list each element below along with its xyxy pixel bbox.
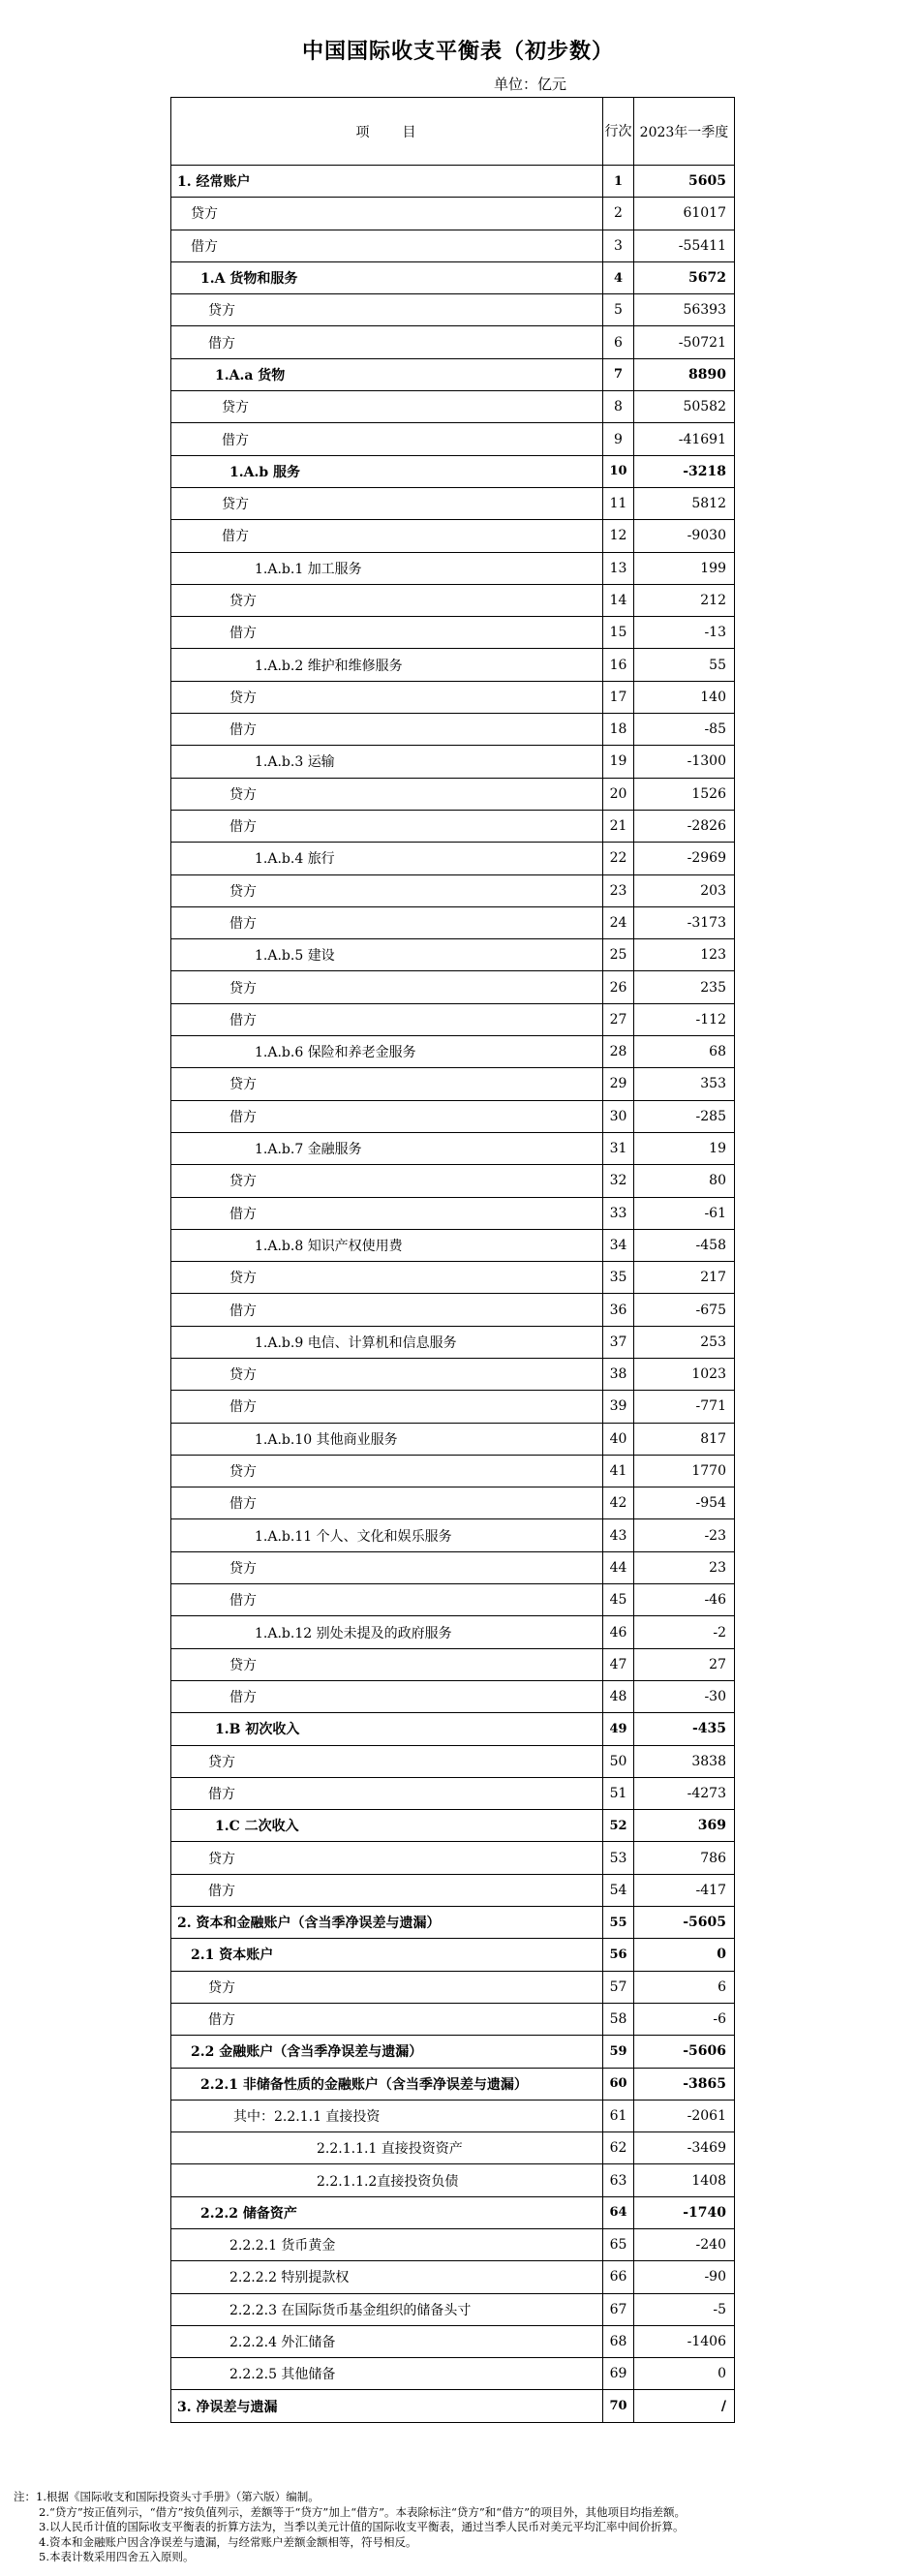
row-line-number: 48 (603, 1680, 634, 1712)
row-label: 贷方 (171, 1165, 603, 1197)
row-line-number: 2 (603, 198, 634, 230)
row-line-number: 37 (603, 1326, 634, 1358)
row-value: 235 (634, 971, 735, 1003)
row-line-number: 1 (603, 166, 634, 198)
row-value: 56393 (634, 294, 735, 326)
row-label: 借方 (171, 423, 603, 455)
row-label: 1.A 货物和服务 (171, 261, 603, 293)
row-label: 2.2.1.1.1 直接投资资产 (171, 2132, 603, 2164)
row-line-number: 45 (603, 1584, 634, 1616)
table-row (171, 1165, 735, 1197)
row-line-number: 11 (603, 487, 634, 519)
row-value: -5606 (634, 2036, 735, 2068)
table-row (171, 1616, 735, 1648)
row-line-number: 49 (603, 1713, 634, 1745)
row-value: 140 (634, 681, 735, 713)
row-line-number: 47 (603, 1648, 634, 1680)
row-value: 80 (634, 1165, 735, 1197)
row-label: 贷方 (171, 1842, 603, 1874)
row-value: -3865 (634, 2068, 735, 2100)
footnote-line: 4.资本和金融账户因含净误差与遗漏，与经常账户差额金额相等，符号相反。 (39, 2534, 417, 2549)
footnote-line: 2.“贷方”按正值列示，“借方”按负值列示，差额等于“贷方”加上“借方”。本表除标注“贷方”和“借方”的项目外，其他项目均指差额。 (39, 2504, 687, 2519)
table-row (171, 1003, 735, 1035)
row-value: -50721 (634, 326, 735, 358)
row-label: 贷方 (171, 391, 603, 423)
row-label: 1.A.b.12 别处未提及的政府服务 (171, 1616, 603, 1648)
row-label: 借方 (171, 617, 603, 649)
row-label: 借方 (171, 2003, 603, 2035)
table-row (171, 746, 735, 778)
row-value: 203 (634, 874, 735, 906)
row-label: 1.A.b.6 保险和养老金服务 (171, 1036, 603, 1068)
row-line-number: 12 (603, 520, 634, 552)
row-line-number: 41 (603, 1455, 634, 1487)
table-row (171, 617, 735, 649)
row-value: -435 (634, 1713, 735, 1745)
table-row (171, 1036, 735, 1068)
table-row (171, 2293, 735, 2325)
row-label: 1.A.b.10 其他商业服务 (171, 1423, 603, 1455)
row-line-number: 26 (603, 971, 634, 1003)
table-row (171, 358, 735, 390)
row-line-number: 51 (603, 1777, 634, 1809)
row-value: -90 (634, 2261, 735, 2293)
row-line-number: 15 (603, 617, 634, 649)
bop-table (170, 97, 735, 2423)
row-label: 借方 (171, 1874, 603, 1906)
table-row (171, 1132, 735, 1164)
table-row (171, 1874, 735, 1906)
row-label: 贷方 (171, 778, 603, 810)
row-value: -6 (634, 2003, 735, 2035)
table-row (171, 2261, 735, 2293)
table-row (171, 681, 735, 713)
row-label: 贷方 (171, 1745, 603, 1777)
row-label: 1.A.b 服务 (171, 455, 603, 487)
row-value: 5672 (634, 261, 735, 293)
row-line-number: 58 (603, 2003, 634, 2035)
table-row (171, 1745, 735, 1777)
table-row (171, 294, 735, 326)
table-row (171, 1262, 735, 1294)
row-value: 0 (634, 1939, 735, 1971)
row-line-number: 38 (603, 1358, 634, 1390)
row-line-number: 44 (603, 1551, 634, 1583)
row-line-number: 56 (603, 1939, 634, 1971)
row-label: 1.A.b.2 维护和维修服务 (171, 649, 603, 681)
table-row (171, 326, 735, 358)
row-label: 贷方 (171, 971, 603, 1003)
row-label: 借方 (171, 1487, 603, 1519)
table-row (171, 649, 735, 681)
table-row (171, 1391, 735, 1423)
row-label: 2.2.1 非储备性质的金融账户（含当季净误差与遗漏） (171, 2068, 603, 2100)
row-label: 2.2.2.3 在国际货币基金组织的储备头寸 (171, 2293, 603, 2325)
row-value: 0 (634, 2358, 735, 2390)
row-value: -2969 (634, 843, 735, 874)
table-row (171, 1294, 735, 1326)
row-line-number: 60 (603, 2068, 634, 2100)
row-line-number: 6 (603, 326, 634, 358)
row-value: 253 (634, 1326, 735, 1358)
row-value: 1408 (634, 2164, 735, 2196)
row-line-number: 34 (603, 1229, 634, 1261)
row-label: 借方 (171, 1197, 603, 1229)
table-row (171, 1810, 735, 1842)
table-row (171, 423, 735, 455)
row-line-number: 57 (603, 1971, 634, 2003)
row-label: 1. 经常账户 (171, 166, 603, 198)
row-value: -46 (634, 1584, 735, 1616)
row-line-number: 54 (603, 1874, 634, 1906)
table-row (171, 1519, 735, 1551)
row-label: 借方 (171, 1100, 603, 1132)
row-label: 借方 (171, 1391, 603, 1423)
row-value: 1526 (634, 778, 735, 810)
table-row (171, 391, 735, 423)
row-line-number: 59 (603, 2036, 634, 2068)
row-line-number: 70 (603, 2390, 634, 2422)
row-value: 61017 (634, 198, 735, 230)
row-label: 借方 (171, 1777, 603, 1809)
row-value: 369 (634, 1810, 735, 1842)
row-line-number: 52 (603, 1810, 634, 1842)
row-line-number: 14 (603, 584, 634, 616)
row-line-number: 69 (603, 2358, 634, 2390)
row-line-number: 18 (603, 714, 634, 746)
row-value: -1740 (634, 2196, 735, 2228)
row-label: 借方 (171, 714, 603, 746)
row-line-number: 5 (603, 294, 634, 326)
table-row (171, 1551, 735, 1583)
table-row (171, 1229, 735, 1261)
row-value: -23 (634, 1519, 735, 1551)
row-line-number: 13 (603, 552, 634, 584)
row-label: 贷方 (171, 1455, 603, 1487)
row-value: 353 (634, 1068, 735, 1100)
row-line-number: 39 (603, 1391, 634, 1423)
table-row (171, 552, 735, 584)
unit-label: 单位：亿元 (494, 76, 567, 93)
row-label: 1.B 初次收入 (171, 1713, 603, 1745)
table-row (171, 1487, 735, 1519)
row-value: -1406 (634, 2325, 735, 2357)
row-label: 2.2.2.1 货币黄金 (171, 2229, 603, 2261)
row-label: 3. 净误差与遗漏 (171, 2390, 603, 2422)
table-row (171, 2068, 735, 2100)
row-value: 5812 (634, 487, 735, 519)
row-label: 贷方 (171, 1551, 603, 1583)
row-label: 借方 (171, 1584, 603, 1616)
row-value: -3173 (634, 906, 735, 938)
table-row (171, 906, 735, 938)
row-line-number: 36 (603, 1294, 634, 1326)
row-line-number: 35 (603, 1262, 634, 1294)
row-label: 2.2.2.4 外汇储备 (171, 2325, 603, 2357)
row-value: 123 (634, 939, 735, 971)
row-label: 贷方 (171, 294, 603, 326)
row-value: 1770 (634, 1455, 735, 1487)
row-value: 23 (634, 1551, 735, 1583)
table-row (171, 714, 735, 746)
row-line-number: 33 (603, 1197, 634, 1229)
table-row (171, 1100, 735, 1132)
table-row (171, 1939, 735, 1971)
row-line-number: 62 (603, 2132, 634, 2164)
row-line-number: 55 (603, 1907, 634, 1939)
table-row (171, 1358, 735, 1390)
row-value: -675 (634, 1294, 735, 1326)
row-label: 贷方 (171, 584, 603, 616)
row-value: -1300 (634, 746, 735, 778)
table-row (171, 843, 735, 874)
row-line-number: 21 (603, 810, 634, 842)
row-value: -112 (634, 1003, 735, 1035)
row-value: 55 (634, 649, 735, 681)
page-title: 中国国际收支平衡表（初步数） (301, 39, 614, 64)
row-value: 199 (634, 552, 735, 584)
row-value: -61 (634, 1197, 735, 1229)
row-line-number: 17 (603, 681, 634, 713)
row-label: 2.2.2 储备资产 (171, 2196, 603, 2228)
row-value: -55411 (634, 230, 735, 261)
table-row (171, 584, 735, 616)
row-label: 1.A.b.7 金融服务 (171, 1132, 603, 1164)
row-value: -3218 (634, 455, 735, 487)
row-line-number: 20 (603, 778, 634, 810)
row-line-number: 19 (603, 746, 634, 778)
row-label: 2.2.1.1.2直接投资负债 (171, 2164, 603, 2196)
row-label: 其中：2.2.1.1 直接投资 (171, 2100, 603, 2131)
row-value: -240 (634, 2229, 735, 2261)
row-label: 1.A.b.5 建设 (171, 939, 603, 971)
row-label: 借方 (171, 810, 603, 842)
row-label: 1.A.b.9 电信、计算机和信息服务 (171, 1326, 603, 1358)
row-line-number: 25 (603, 939, 634, 971)
row-label: 1.A.b.3 运输 (171, 746, 603, 778)
row-label: 1.A.b.8 知识产权使用费 (171, 1229, 603, 1261)
row-line-number: 9 (603, 423, 634, 455)
row-value: -2826 (634, 810, 735, 842)
row-line-number: 16 (603, 649, 634, 681)
row-label: 贷方 (171, 198, 603, 230)
table-row (171, 487, 735, 519)
row-value: -5605 (634, 1907, 735, 1939)
row-line-number: 61 (603, 2100, 634, 2131)
row-line-number: 29 (603, 1068, 634, 1100)
row-value: 786 (634, 1842, 735, 1874)
row-label: 2.2.2.2 特别提款权 (171, 2261, 603, 2293)
row-value: -771 (634, 1391, 735, 1423)
row-value: / (634, 2390, 735, 2422)
row-value: -9030 (634, 520, 735, 552)
row-value: 27 (634, 1648, 735, 1680)
table-row (171, 1842, 735, 1874)
table-row (171, 1713, 735, 1745)
table-row (171, 166, 735, 198)
row-line-number: 66 (603, 2261, 634, 2293)
row-line-number: 68 (603, 2325, 634, 2357)
row-line-number: 32 (603, 1165, 634, 1197)
row-label: 1.A.a 货物 (171, 358, 603, 390)
table-row (171, 261, 735, 293)
row-value: 817 (634, 1423, 735, 1455)
row-value: -41691 (634, 423, 735, 455)
row-label: 2.1 资本账户 (171, 1939, 603, 1971)
table-row (171, 2132, 735, 2164)
row-value: -5 (634, 2293, 735, 2325)
table-row (171, 1971, 735, 2003)
row-line-number: 53 (603, 1842, 634, 1874)
row-value: 50582 (634, 391, 735, 423)
header-period: 2023年一季度 (634, 98, 735, 166)
row-line-number: 8 (603, 391, 634, 423)
table-row (171, 2164, 735, 2196)
row-value: -954 (634, 1487, 735, 1519)
row-line-number: 31 (603, 1132, 634, 1164)
row-label: 1.A.b.4 旅行 (171, 843, 603, 874)
row-line-number: 50 (603, 1745, 634, 1777)
row-value: -285 (634, 1100, 735, 1132)
row-value: -2061 (634, 2100, 735, 2131)
row-line-number: 10 (603, 455, 634, 487)
row-line-number: 24 (603, 906, 634, 938)
row-label: 贷方 (171, 1262, 603, 1294)
table-row (171, 1907, 735, 1939)
row-line-number: 43 (603, 1519, 634, 1551)
row-label: 借方 (171, 230, 603, 261)
row-value: -2 (634, 1616, 735, 1648)
table-row (171, 874, 735, 906)
row-value: 5605 (634, 166, 735, 198)
row-value: 68 (634, 1036, 735, 1068)
row-label: 贷方 (171, 874, 603, 906)
row-label: 借方 (171, 906, 603, 938)
header-row (171, 98, 735, 166)
header-line: 行次 (603, 98, 634, 166)
table-row (171, 198, 735, 230)
table-row (171, 2003, 735, 2035)
row-line-number: 22 (603, 843, 634, 874)
header-item: 项 目 (171, 98, 603, 166)
footnote-line: 3.以人民币计值的国际收支平衡表的折算方法为，当季以美元计值的国际收支平衡表，通过当季人民币对美元平均汇率中间价折算。 (39, 2520, 685, 2533)
table-row (171, 455, 735, 487)
row-line-number: 40 (603, 1423, 634, 1455)
row-value: 6 (634, 1971, 735, 2003)
row-value: 1023 (634, 1358, 735, 1390)
footnote-line: 注：1.根据《国际收支和国际投资头寸手册》（第六版）编制。 (14, 2490, 320, 2503)
table-row (171, 1423, 735, 1455)
row-label: 贷方 (171, 1648, 603, 1680)
row-label: 2.2 金融账户（含当季净误差与遗漏） (171, 2036, 603, 2068)
row-line-number: 28 (603, 1036, 634, 1068)
table-row (171, 1326, 735, 1358)
row-label: 1.A.b.1 加工服务 (171, 552, 603, 584)
row-label: 贷方 (171, 1358, 603, 1390)
footnotes (14, 2490, 909, 2565)
row-label: 2. 资本和金融账户（含当季净误差与遗漏） (171, 1907, 603, 1939)
row-line-number: 23 (603, 874, 634, 906)
table-row (171, 230, 735, 261)
table-row (171, 1197, 735, 1229)
row-label: 借方 (171, 520, 603, 552)
row-value: -3469 (634, 2132, 735, 2164)
row-label: 贷方 (171, 1068, 603, 1100)
table-row (171, 520, 735, 552)
table-row (171, 1648, 735, 1680)
table-row (171, 2325, 735, 2357)
row-value: -13 (634, 617, 735, 649)
row-line-number: 67 (603, 2293, 634, 2325)
table-row (171, 971, 735, 1003)
row-line-number: 64 (603, 2196, 634, 2228)
row-value: 8890 (634, 358, 735, 390)
row-label: 借方 (171, 1003, 603, 1035)
row-line-number: 4 (603, 261, 634, 293)
row-line-number: 65 (603, 2229, 634, 2261)
table-row (171, 2036, 735, 2068)
row-value: 212 (634, 584, 735, 616)
row-label: 1.A.b.11 个人、文化和娱乐服务 (171, 1519, 603, 1551)
row-value: -417 (634, 1874, 735, 1906)
table-row (171, 1680, 735, 1712)
row-label: 贷方 (171, 681, 603, 713)
table-row (171, 778, 735, 810)
table-row (171, 2229, 735, 2261)
row-label: 借方 (171, 326, 603, 358)
table-row (171, 1068, 735, 1100)
row-value: 217 (634, 1262, 735, 1294)
row-line-number: 30 (603, 1100, 634, 1132)
row-label: 1.C 二次收入 (171, 1810, 603, 1842)
row-label: 借方 (171, 1680, 603, 1712)
row-line-number: 63 (603, 2164, 634, 2196)
row-line-number: 46 (603, 1616, 634, 1648)
table-row (171, 2100, 735, 2131)
row-line-number: 42 (603, 1487, 634, 1519)
row-value: 3838 (634, 1745, 735, 1777)
row-value: -458 (634, 1229, 735, 1261)
table-row (171, 2358, 735, 2390)
row-line-number: 27 (603, 1003, 634, 1035)
table-row (171, 1584, 735, 1616)
row-value: -30 (634, 1680, 735, 1712)
row-value: 19 (634, 1132, 735, 1164)
row-line-number: 3 (603, 230, 634, 261)
row-label: 贷方 (171, 487, 603, 519)
table-row (171, 939, 735, 971)
table-row (171, 2196, 735, 2228)
row-line-number: 7 (603, 358, 634, 390)
table-row (171, 810, 735, 842)
footnote-line: 5.本表计数采用四舍五入原则。 (39, 2550, 195, 2563)
table-row (171, 1777, 735, 1809)
row-label: 借方 (171, 1294, 603, 1326)
row-value: -4273 (634, 1777, 735, 1809)
table-row (171, 2390, 735, 2422)
row-value: -85 (634, 714, 735, 746)
row-label: 贷方 (171, 1971, 603, 2003)
table-row (171, 1455, 735, 1487)
row-label: 2.2.2.5 其他储备 (171, 2358, 603, 2390)
